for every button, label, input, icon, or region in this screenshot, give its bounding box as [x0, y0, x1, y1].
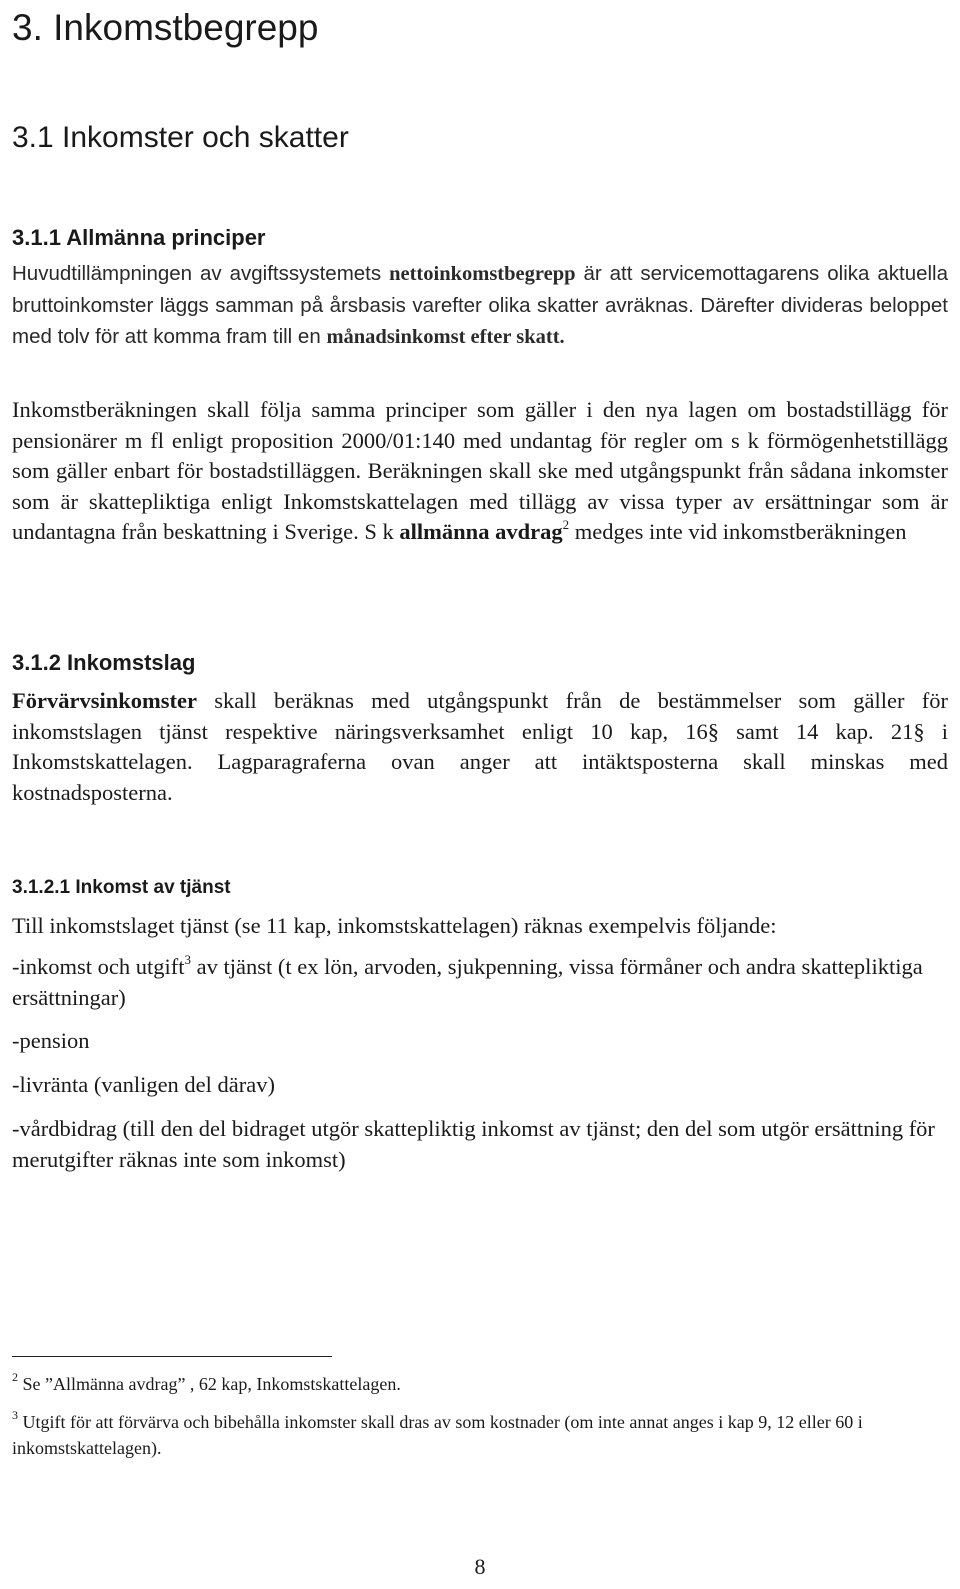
footnote-number: 3: [12, 1408, 18, 1422]
bold-term-net-income: nettoinkomstbegrepp: [389, 263, 576, 285]
paragraph-employment-intro: Till inkomstslaget tjänst (se 11 kap, inkomstskattelagen) räknas exempelvis följande:: [12, 913, 777, 938]
subsection-heading-general-principles: 3.1.1 Allmänna principer: [12, 225, 266, 250]
bold-term-general-deductions: allmänna avdrag: [399, 519, 563, 544]
bold-term-monthly-income: månadsinkomst efter skatt.: [326, 326, 565, 348]
text-run: skall beräknas med utgångspunkt från de bestämmelser som gäller för inkomstslagen tjänst respektive näringsverksamhet enligt 10 kap, 16§ samt 14 kap. 21§ i Inkomstskattelagen. Lagparagraferna ovan anger att intäktsposterna skall minskas med kostnadsposterna.: [12, 688, 948, 805]
list-item-care-allowance: -vårdbidrag (till den del bidraget utgör skattepliktig inkomst av tjänst; den del som utgör ersättning för merutgifter räknas inte som inkomst): [12, 1116, 935, 1172]
subsection-heading-income-types: 3.1.2 Inkomstslag: [12, 650, 196, 675]
bold-term-earned-income: Förvärvsinkomster: [12, 688, 197, 713]
footnote-divider: [12, 1356, 332, 1357]
text-run: -inkomst och utgift: [12, 954, 185, 979]
paragraph-net-income-concept: [12, 258, 948, 353]
footnote-ref-2: 2: [562, 516, 570, 532]
list-item-income-expense: [12, 952, 948, 1013]
subsubsection-heading-employment-income: 3.1.2.1 Inkomst av tjänst: [12, 877, 231, 898]
text-run: av tjänst (t ex lön, arvoden, sjukpenning, vissa förmåner och andra skattepliktiga ersättningar): [12, 954, 923, 1010]
page-number: 8: [474, 1554, 486, 1579]
text-run: är att servicemottagarens olika aktuella bruttoinkomster läggs samman på årsbasis varefter olika skatter avräknas. Därefter divideras beloppet med tolv för att komma fram till en: [12, 262, 949, 348]
footnote-text: Se ”Allmänna avdrag” , 62 kap, Inkomstskattelagen.: [18, 1374, 401, 1394]
paragraph-earned-income: [12, 686, 948, 808]
text-run: medges inte vid inkomstberäkningen: [569, 519, 907, 544]
footnote-text: Utgift för att förvärva och bibehålla inkomster skall dras av som kostnader (om inte annat anges i kap 9, 12 eller 60 i inkomstskattelagen).: [12, 1412, 863, 1458]
footnote-2: [12, 1371, 948, 1397]
chapter-title: 3. Inkomstbegrepp: [12, 7, 319, 48]
text-run: Huvudtillämpningen av avgiftssystemets: [12, 262, 390, 285]
section-title: 3.1 Inkomster och skatter: [12, 121, 349, 154]
footnote-number: 2: [12, 1370, 18, 1384]
paragraph-income-calculation: [12, 395, 948, 548]
list-item-pension: -pension: [12, 1028, 90, 1053]
footnote-3: [12, 1409, 948, 1461]
text-run: Inkomstberäkningen skall följa samma principer som gäller i den nya lagen om bostadstillägg för pensionärer m fl enligt proposition 2000/01:140 med undantag för regler om s k förmögenhetstillägg som gäller enbart för bostadstilläggen. Beräkningen skall ske med utgångspunkt från sådana inkomster som är skattepliktiga enligt Inkomstskattelagen med tillägg av vissa typer av ersättningar som är undantagna från beskattning i Sverige. S k: [12, 397, 948, 544]
list-item-annuity: -livränta (vanligen del därav): [12, 1072, 276, 1097]
footnote-ref-3: 3: [184, 951, 191, 967]
